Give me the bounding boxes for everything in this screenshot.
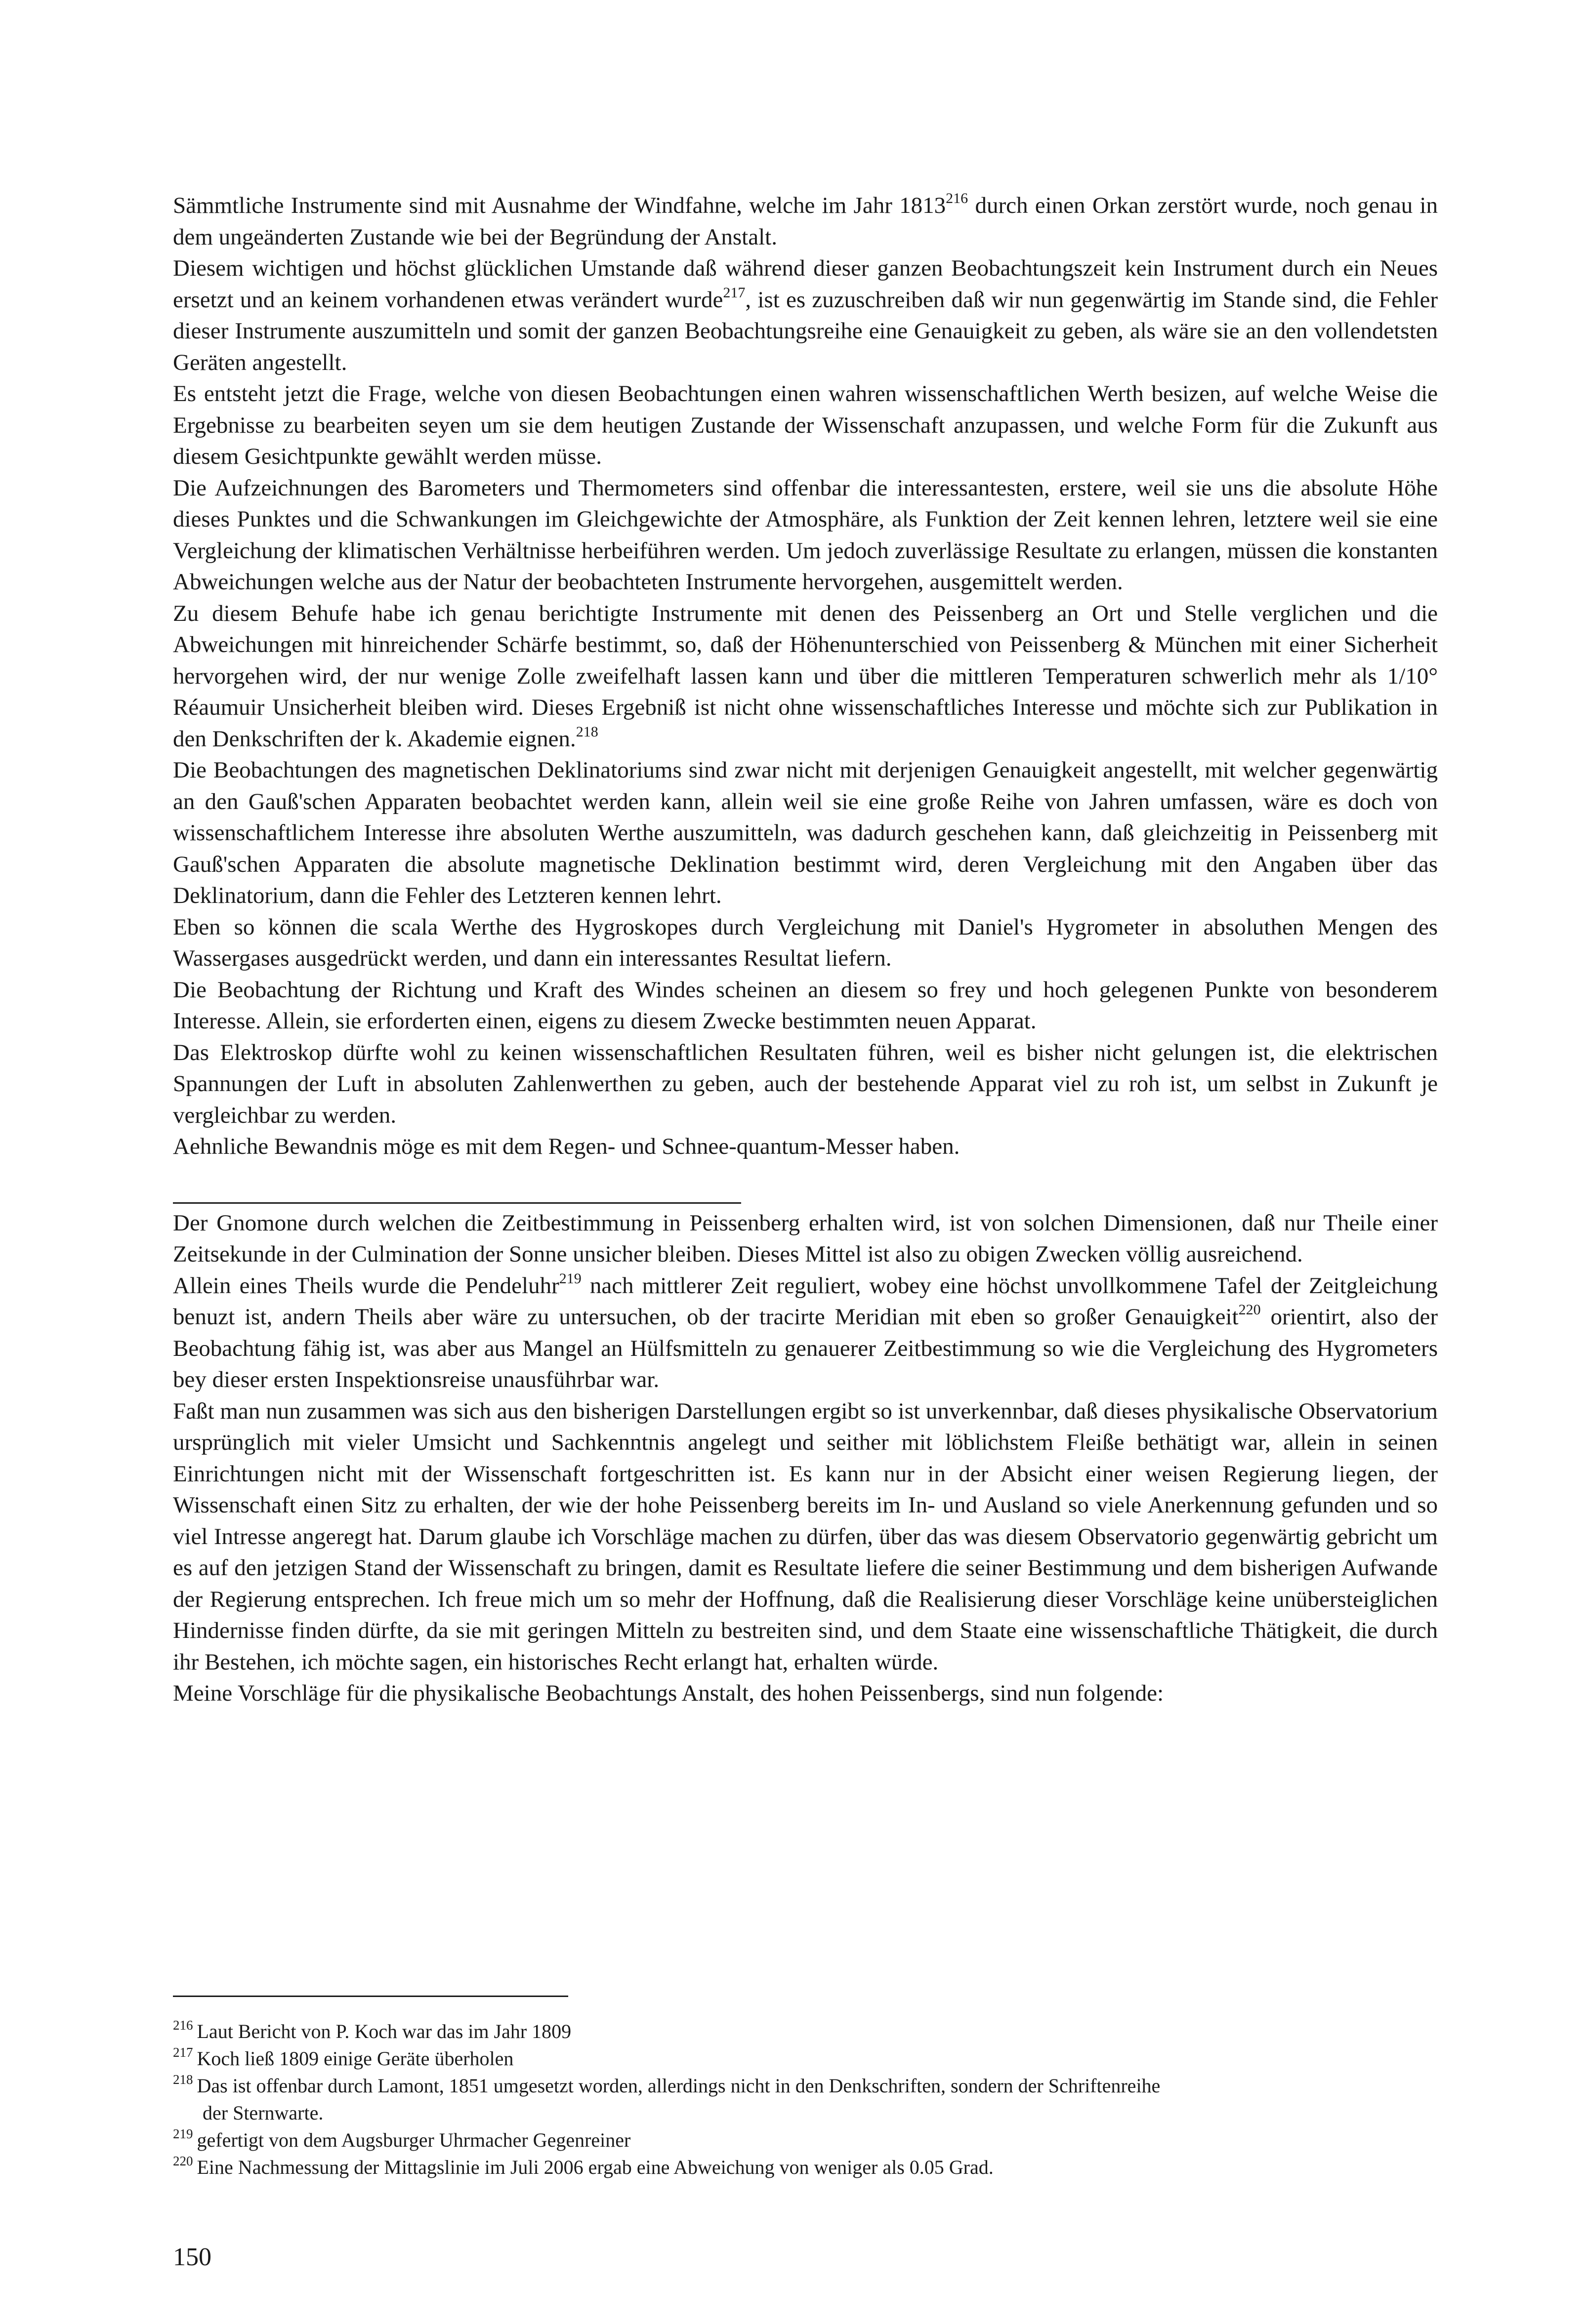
footnote-text: gefertigt von dem Augsburger Uhrmacher Gegenreiner (197, 2129, 631, 2151)
footnotes-block (173, 2018, 1438, 2181)
footnote-216 (173, 2018, 1438, 2045)
footnote-ref-220: 220 (1238, 1302, 1261, 1318)
paragraph-proposals-intro: Meine Vorschläge für die physikalische Beobachtungs Anstalt, des hohen Peissenbergs, sind nun folgende: (173, 1680, 1164, 1706)
footnote-ref-218: 218 (576, 723, 598, 740)
footnote-ref-219: 219 (559, 1270, 582, 1287)
section-divider (173, 1202, 741, 1204)
footnote-219 (173, 2126, 1438, 2154)
paragraph-pendulum-clock: Allein eines Theils wurde die Pendeluhr$^{219}$ nach mittlerer Zeit reguliert, wobey eine höchst unvollkommene Tafel der Zeitgleichung benuzt ist, andern Theils aber wäre zu untersuchen, ob der tracirte Meridian mit eben so großer Genauigkeit$^{220}$ orientirt, also der Beobachtung fähig ist, was aber aus Mangel an Hülfsmitteln zu genauerer Zeitbestimmung so wie die Vergleichung des Hygrometers bey dieser ersten Inspektionsreise unausführbar war. (173, 1270, 1438, 1392)
paragraph-question: Es entsteht jetzt die Frage, welche von diesen Beobachtungen einen wahren wissenschaftlichen Werth besizen, auf welche Weise die Ergebnisse zu bearbeiten seyen um sie dem heutigen Zustande der Wissenschaft anzupassen, und welche Form für die Zukunft aus diesem Gesichtpunkte gewählt werden müsse. (173, 381, 1438, 469)
paragraph-instruments-state: Sämmtliche Instrumente sind mit Ausnahme der Windfahne, welche im Jahr 1813$^{216}$ durch einen Orkan zerstört wurde, noch genau in dem ungeänderten Zustande wie bei der Begründung der Anstalt. (173, 190, 1438, 250)
page-number: 150 (173, 2243, 211, 2271)
footnote-220 (173, 2154, 1438, 2181)
footnote-text-continuation: der Sternwarte. (203, 2102, 324, 2124)
paragraph-declinatorium: Die Beobachtungen des magnetischen Deklinatoriums sind zwar nicht mit derjenigen Genauigkeit angestellt, mit welcher gegenwärtig an den Gauß'schen Apparaten beobachtet werden kann, allein weil sie eine große Reihe von Jahren umfassen, wäre es doch von wissenschaftlichem Interesse ihre absoluten Werthe auszumitteln, was dadurch geschehen kann, daß gleichzeitig in Peissenberg mit Gauß'schen Apparaten die absolute magnetische Deklination bestimmt wird, deren Vergleichung mit den Angaben über das Deklinatorium, dann die Fehler des Letzteren kennen lehrt. (173, 757, 1438, 908)
paragraph-gnomone: Der Gnomone durch welchen die Zeitbestimmung in Peissenberg erhalten wird, ist von solchen Dimensionen, daß nur Theile einer Zeitsekunde in der Culmination der Sonne unsicher bleiben. Dieses Mittel ist also zu obigen Zwecken völlig ausreichend. (173, 1210, 1438, 1267)
footnote-text: Das ist offenbar durch Lamont, 1851 umgesetzt worden, allerdings nicht in den Denkschriften, sondern der Schriftenreihe (197, 2075, 1161, 2097)
footnote-number: 216 (173, 2018, 193, 2033)
paragraph-summary: Faßt man nun zusammen was sich aus den bisherigen Darstellungen ergibt so ist unverkennbar, daß dieses physikalische Observatorium ursprünglich mit vieler Umsicht und Sachkenntnis angelegt und seither mit löblichstem Fleiße bethätigt war, allein in seinen Einrichtungen nicht mit der Wissenschaft fortgeschritten ist. Es kann nur in der Absicht einer weisen Regierung liegen, der Wissenschaft einen Sitz zu erhalten, der wie der hohe Peissenberg bereits im In- und Ausland so viele Anerkennung gefunden und so viel Intresse angeregt hat. Darum glaube ich Vorschläge machen zu dürfen, über das was diesem Observatorio gegenwärtig gebricht um es auf den jetzigen Stand der Wissenschaft zu bringen, damit es Resultate liefere die seiner Bestimmung und dem bisherigen Aufwande der Regierung entsprechen. Ich freue mich um so mehr der Hoffnung, daß die Realisierung dieser Vorschläge keine unübersteiglichen Hindernisse finden dürfte, da sie mit geringen Mitteln zu bestreiten sind, und dem Staate eine wissenschaftliche Thätigkeit, die durch ihr Bestehen, ich möchte sagen, ein historisches Recht erlangt hat, erhalten würde. (173, 1398, 1438, 1675)
footnote-divider (173, 1996, 568, 1997)
footnote-218 (173, 2072, 1438, 2126)
paragraph-wind: Die Beobachtung der Richtung und Kraft des Windes scheinen an diesem so frey und hoch gelegenen Punkte von besonderem Interesse. Allein, sie erforderten einen, eigens zu diesem Zwecke bestimmten neuen Apparat. (173, 977, 1438, 1034)
footnote-text: Koch ließ 1809 einige Geräte überholen (197, 2047, 514, 2070)
footnote-number: 218 (173, 2072, 193, 2087)
paragraph-electroscope: Das Elektroskop dürfte wohl zu keinen wissenschaftlichen Resultaten führen, weil es bisher nicht gelungen ist, die elektrischen Spannungen der Luft in absoluten Zahlenwerthen zu geben, auch der bestehende Apparat viel zu roh ist, um selbst in Zukunft je vergleichbar zu werden. (173, 1039, 1438, 1128)
footnote-217 (173, 2045, 1438, 2072)
paragraph-barometer-thermometer: Die Aufzeichnungen des Barometers und Thermometers sind offenbar die interessantesten, erstere, weil sie uns die absolute Höhe dieses Punktes und die Schwankungen im Gleichgewichte der Atmosphäre, als Funktion der Zeit kennen lehren, letztere weil sie eine Vergleichung der klimatischen Verhältnisse herbeiführen werden. Um jedoch zuverlässige Resultate zu erlangen, müssen die konstanten Abweichungen welche aus der Natur der beobachteten Instrumente hervorgehen, ausgemittelt werden. (173, 475, 1438, 595)
footnote-ref-216: 216 (946, 190, 968, 206)
paragraph-hygroscope: Eben so können die scala Werthe des Hygroskopes durch Vergleichung mit Daniel's Hygrometer in absoluthen Mengen des Wassergases ausgedrückt werden, und dann ein interessantes Resultat liefern. (173, 914, 1438, 971)
footnote-number: 220 (173, 2154, 193, 2168)
footnote-number: 217 (173, 2045, 193, 2060)
footnote-ref-217: 217 (723, 284, 746, 301)
paragraph-fortunate-circumstance: Diesem wichtigen und höchst glücklichen Umstande daß während dieser ganzen Beobachtungszeit kein Instrument durch ein Neues ersetzt und an keinem vorhandenen etwas verändert wurde$^{217}$, ist es zuzuschreiben daß wir nun gegenwärtig im Stande sind, die Fehler dieser Instrumente auszumitteln und somit der ganzen Beobachtungsreihe eine Genauigkeit zu geben, als wäre sie an den vollendetsten Geräten angestellt. (173, 255, 1438, 375)
footnote-text: Eine Nachmessung der Mittagslinie im Juli 2006 ergab eine Abweichung von weniger als 0.05 Grad. (197, 2156, 994, 2178)
main-text-block (173, 190, 1438, 1710)
footnote-text: Laut Bericht von P. Koch war das im Jahr 1809 (197, 2020, 572, 2042)
paragraph-rain-snow: Aehnliche Bewandnis möge es mit dem Regen- und Schnee-quantum-Messer haben. (173, 1134, 960, 1159)
paragraph-comparison-instruments: Zu diesem Behufe habe ich genau berichtigte Instrumente mit denen des Peissenberg an Ort und Stelle verglichen und die Abweichungen mit hinreichender Schärfe bestimmt, so, daß der Höhenunterschied von Peissenberg & München mit einer Sicherheit hervorgehen wird, der nur wenige Zolle zweifelhaft lassen kann und über die mittleren Temperaturen schwerlich mehr als 1/10° Réaumuir Unsicherheit bleiben wird. Dieses Ergebniß ist nicht ohne wissenschaftliches Interesse und möchte sich zur Publikation in den Denkschriften der k. Akademie eignen.$^{218}$ (173, 600, 1438, 752)
footnote-number: 219 (173, 2126, 193, 2141)
